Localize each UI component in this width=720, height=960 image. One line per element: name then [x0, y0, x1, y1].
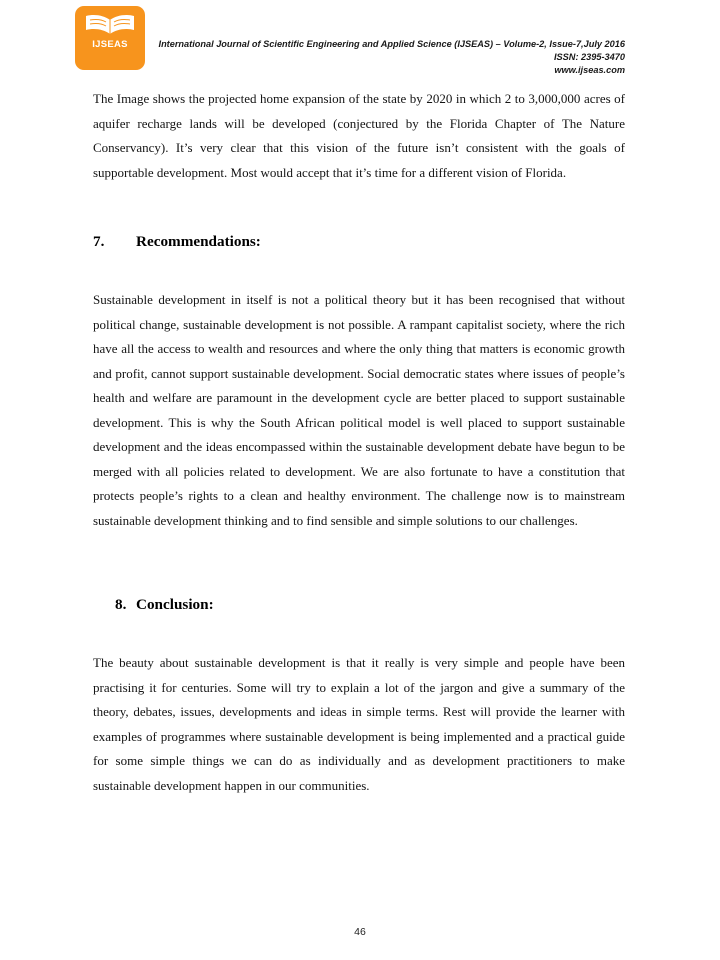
section-heading-conclusion [115, 596, 214, 614]
open-book-icon [75, 8, 145, 42]
body-paragraph-intro: The Image shows the projected home expansion of the state by 2020 in which 2 to 3,000,000 acres of aquifer recharge lands will be developed (conjectured by the Florida Chapter of The Nature Conservancy). It’s very clear that this vision of the future isn’t consistent with the goals of supportable development. Most would accept that it’s time for a different vision of Florida. [93, 91, 625, 180]
section-title: Conclusion: [136, 596, 214, 613]
issn: ISSN: 2395-3470 [554, 52, 625, 62]
website-url: www.ijseas.com [554, 65, 625, 75]
running-header [159, 38, 625, 77]
section-number: 8. [115, 596, 127, 613]
section-number: 7. [93, 233, 105, 250]
logo-text: IJSEAS [92, 39, 128, 50]
section-title: Recommendations: [136, 233, 261, 250]
body-paragraph-conclusion: The beauty about sustainable development is that it really is very simple and people have been practising it for centuries. Some will try to explain a lot of the jargon and give a summary of the theory, debates, issues, developments and ideas in simple terms. Rest will provide the learner with examples of programmes where sustainable development is being implemented and a practical guide for some simple things we can do as individually and as development practitioners to make sustainable development happen in our communities. [93, 655, 625, 793]
page-number: 46 [354, 926, 366, 938]
journal-logo [75, 6, 145, 70]
body-paragraph-recommendations: Sustainable development in itself is not a political theory but it has been recognised that without political change, sustainable development is not possible. A rampant capitalist society, where the rich have all the access to wealth and resources and where the only thing that matters is economic growth and profit, cannot support sustainable development. Social democratic states where issues of people’s health and welfare are paramount in the development cycle are better placed to support sustainable development. This is why the South African political model is well placed to support sustainable development and the ideas encompassed within the sustainable development debate have begun to be merged with all policies related to development. We are also fortunate to have a constitution that protects people’s rights to a clean and healthy environment. The challenge now is to mainstream sustainable development thinking and to find sensible and simple solutions to our challenges. [93, 292, 625, 528]
section-heading-recommendations [93, 233, 261, 251]
journal-title: International Journal of Scientific Engineering and Applied Science (IJSEAS) – Volume-2, Issue-7,July 2016 [158, 39, 625, 49]
